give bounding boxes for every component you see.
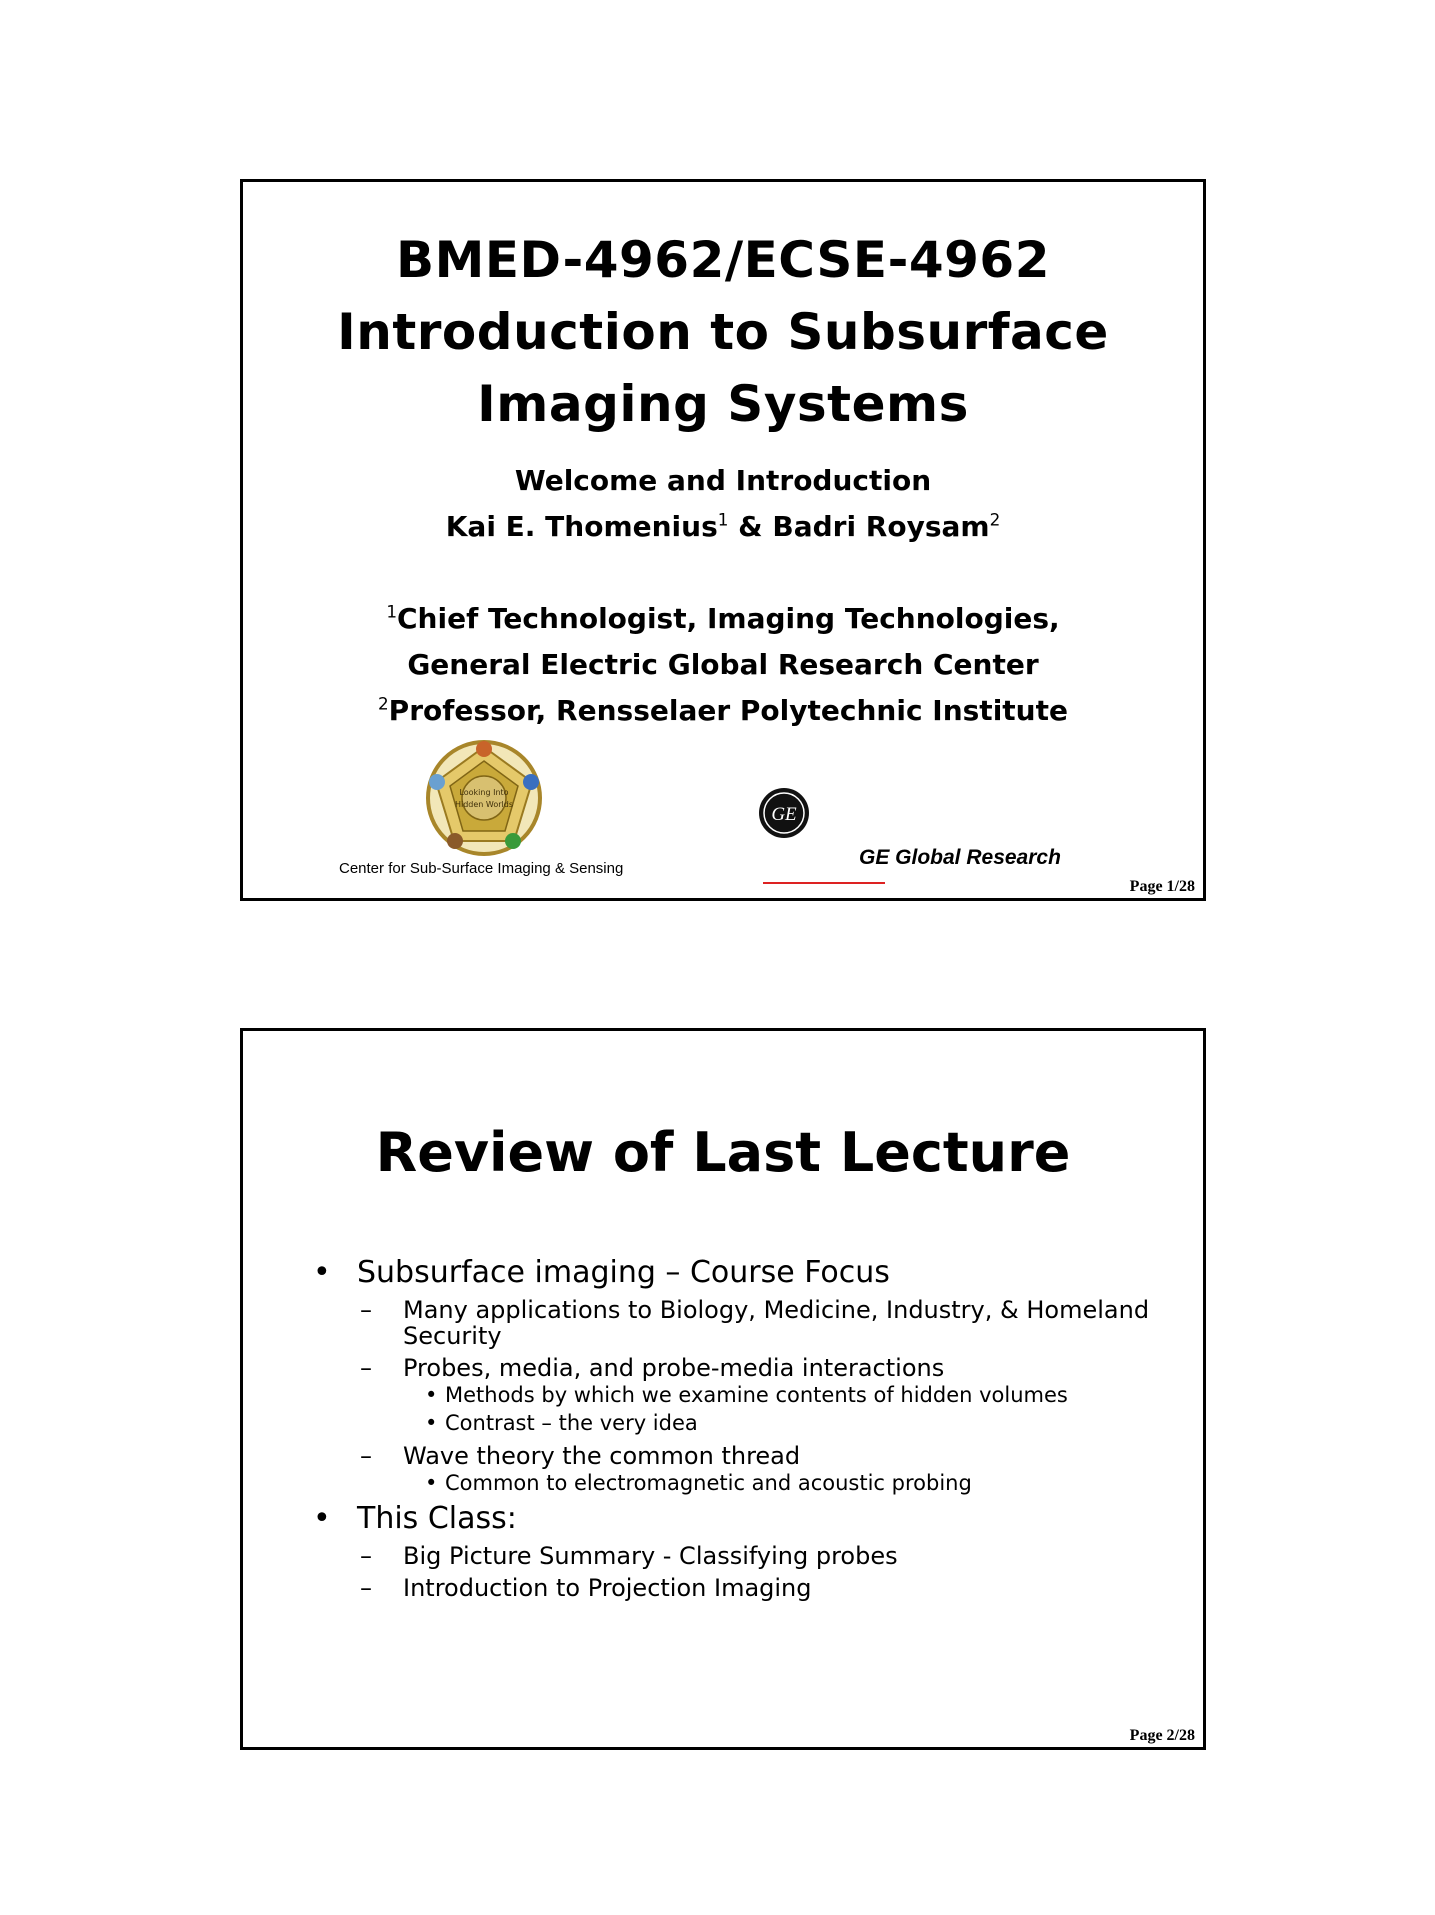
dot-marker: • — [425, 1471, 438, 1495]
center-name: Center for Sub-Surface Imaging & Sensing — [339, 860, 624, 877]
center-emblem-logo — [423, 737, 545, 859]
list-item: – Wave theory the common thread — [360, 1442, 801, 1470]
slide1-affiliation-1b: General Electric Global Research Center — [407, 648, 1039, 681]
slide-2 — [240, 1028, 1206, 1750]
dash-marker: – — [360, 1542, 372, 1570]
dot-marker: • — [425, 1411, 438, 1435]
affil-2-sup: 2 — [377, 693, 389, 714]
list-item: – Many applications to Biology, Medicine, Industry, & Homeland Security — [360, 1296, 1150, 1350]
slide1-title-line-1: BMED-4962/ECSE-4962 — [396, 231, 1050, 289]
author-2-sup: 2 — [989, 509, 1001, 530]
slide1-title-line-3: Imaging Systems — [477, 375, 969, 433]
svg-text:Hidden Worlds: Hidden Worlds — [454, 800, 514, 809]
slide1-title-line-2: Introduction to Subsurface — [337, 303, 1109, 361]
page-number-2: Page 2/28 — [1129, 1727, 1195, 1744]
list-item: – Big Picture Summary - Classifying probes — [360, 1542, 898, 1570]
slide1-affiliation-1 — [243, 596, 1203, 642]
slide1-affiliation-2 — [243, 688, 1203, 734]
author-1: Kai E. Thomenius — [445, 510, 718, 543]
dash-marker: – — [360, 1296, 372, 1324]
list-item: – Probes, media, and probe-media interactions — [360, 1354, 945, 1382]
dash-marker: – — [360, 1442, 372, 1470]
dash-marker: – — [360, 1354, 372, 1382]
list-item: • This Class: — [313, 1501, 517, 1536]
affil-2-line: Professor, Rensselaer Polytechnic Institute — [388, 694, 1068, 727]
affil-1-sup: 1 — [386, 601, 397, 622]
bullet-marker: • — [313, 1501, 331, 1536]
affil-1-line-1: Chief Technologist, Imaging Technologies, — [397, 602, 1060, 635]
svg-text:GE: GE — [771, 804, 797, 825]
slide-1 — [240, 179, 1206, 901]
author-2: Badri Roysam — [772, 510, 990, 543]
bullet-marker: • — [313, 1255, 331, 1290]
ge-red-rule — [763, 882, 885, 884]
list-item: • Methods by which we examine contents of hidden volumes — [425, 1383, 1068, 1407]
author-joiner: & — [728, 510, 773, 543]
list-item: – Introduction to Projection Imaging — [360, 1574, 812, 1602]
ge-monogram-logo — [757, 786, 811, 840]
dash-marker: – — [360, 1574, 372, 1602]
slide2-bullet-list — [313, 1251, 1173, 1601]
emblem-lettering: Looking Into — [459, 788, 509, 797]
author-1-sup: 1 — [717, 509, 729, 530]
slide2-title: Review of Last Lecture — [375, 1121, 1071, 1184]
list-item: • Contrast – the very idea — [425, 1411, 698, 1435]
ge-global-research-label: GE Global Research — [859, 846, 1061, 869]
dot-marker: • — [425, 1383, 438, 1407]
page-number-1: Page 1/28 — [1129, 878, 1195, 895]
list-item: • Subsurface imaging – Course Focus — [313, 1255, 890, 1290]
slide1-authors — [243, 504, 1203, 550]
list-item: • Common to electromagnetic and acoustic probing — [425, 1471, 972, 1495]
slide1-subtitle: Welcome and Introduction — [514, 464, 932, 497]
